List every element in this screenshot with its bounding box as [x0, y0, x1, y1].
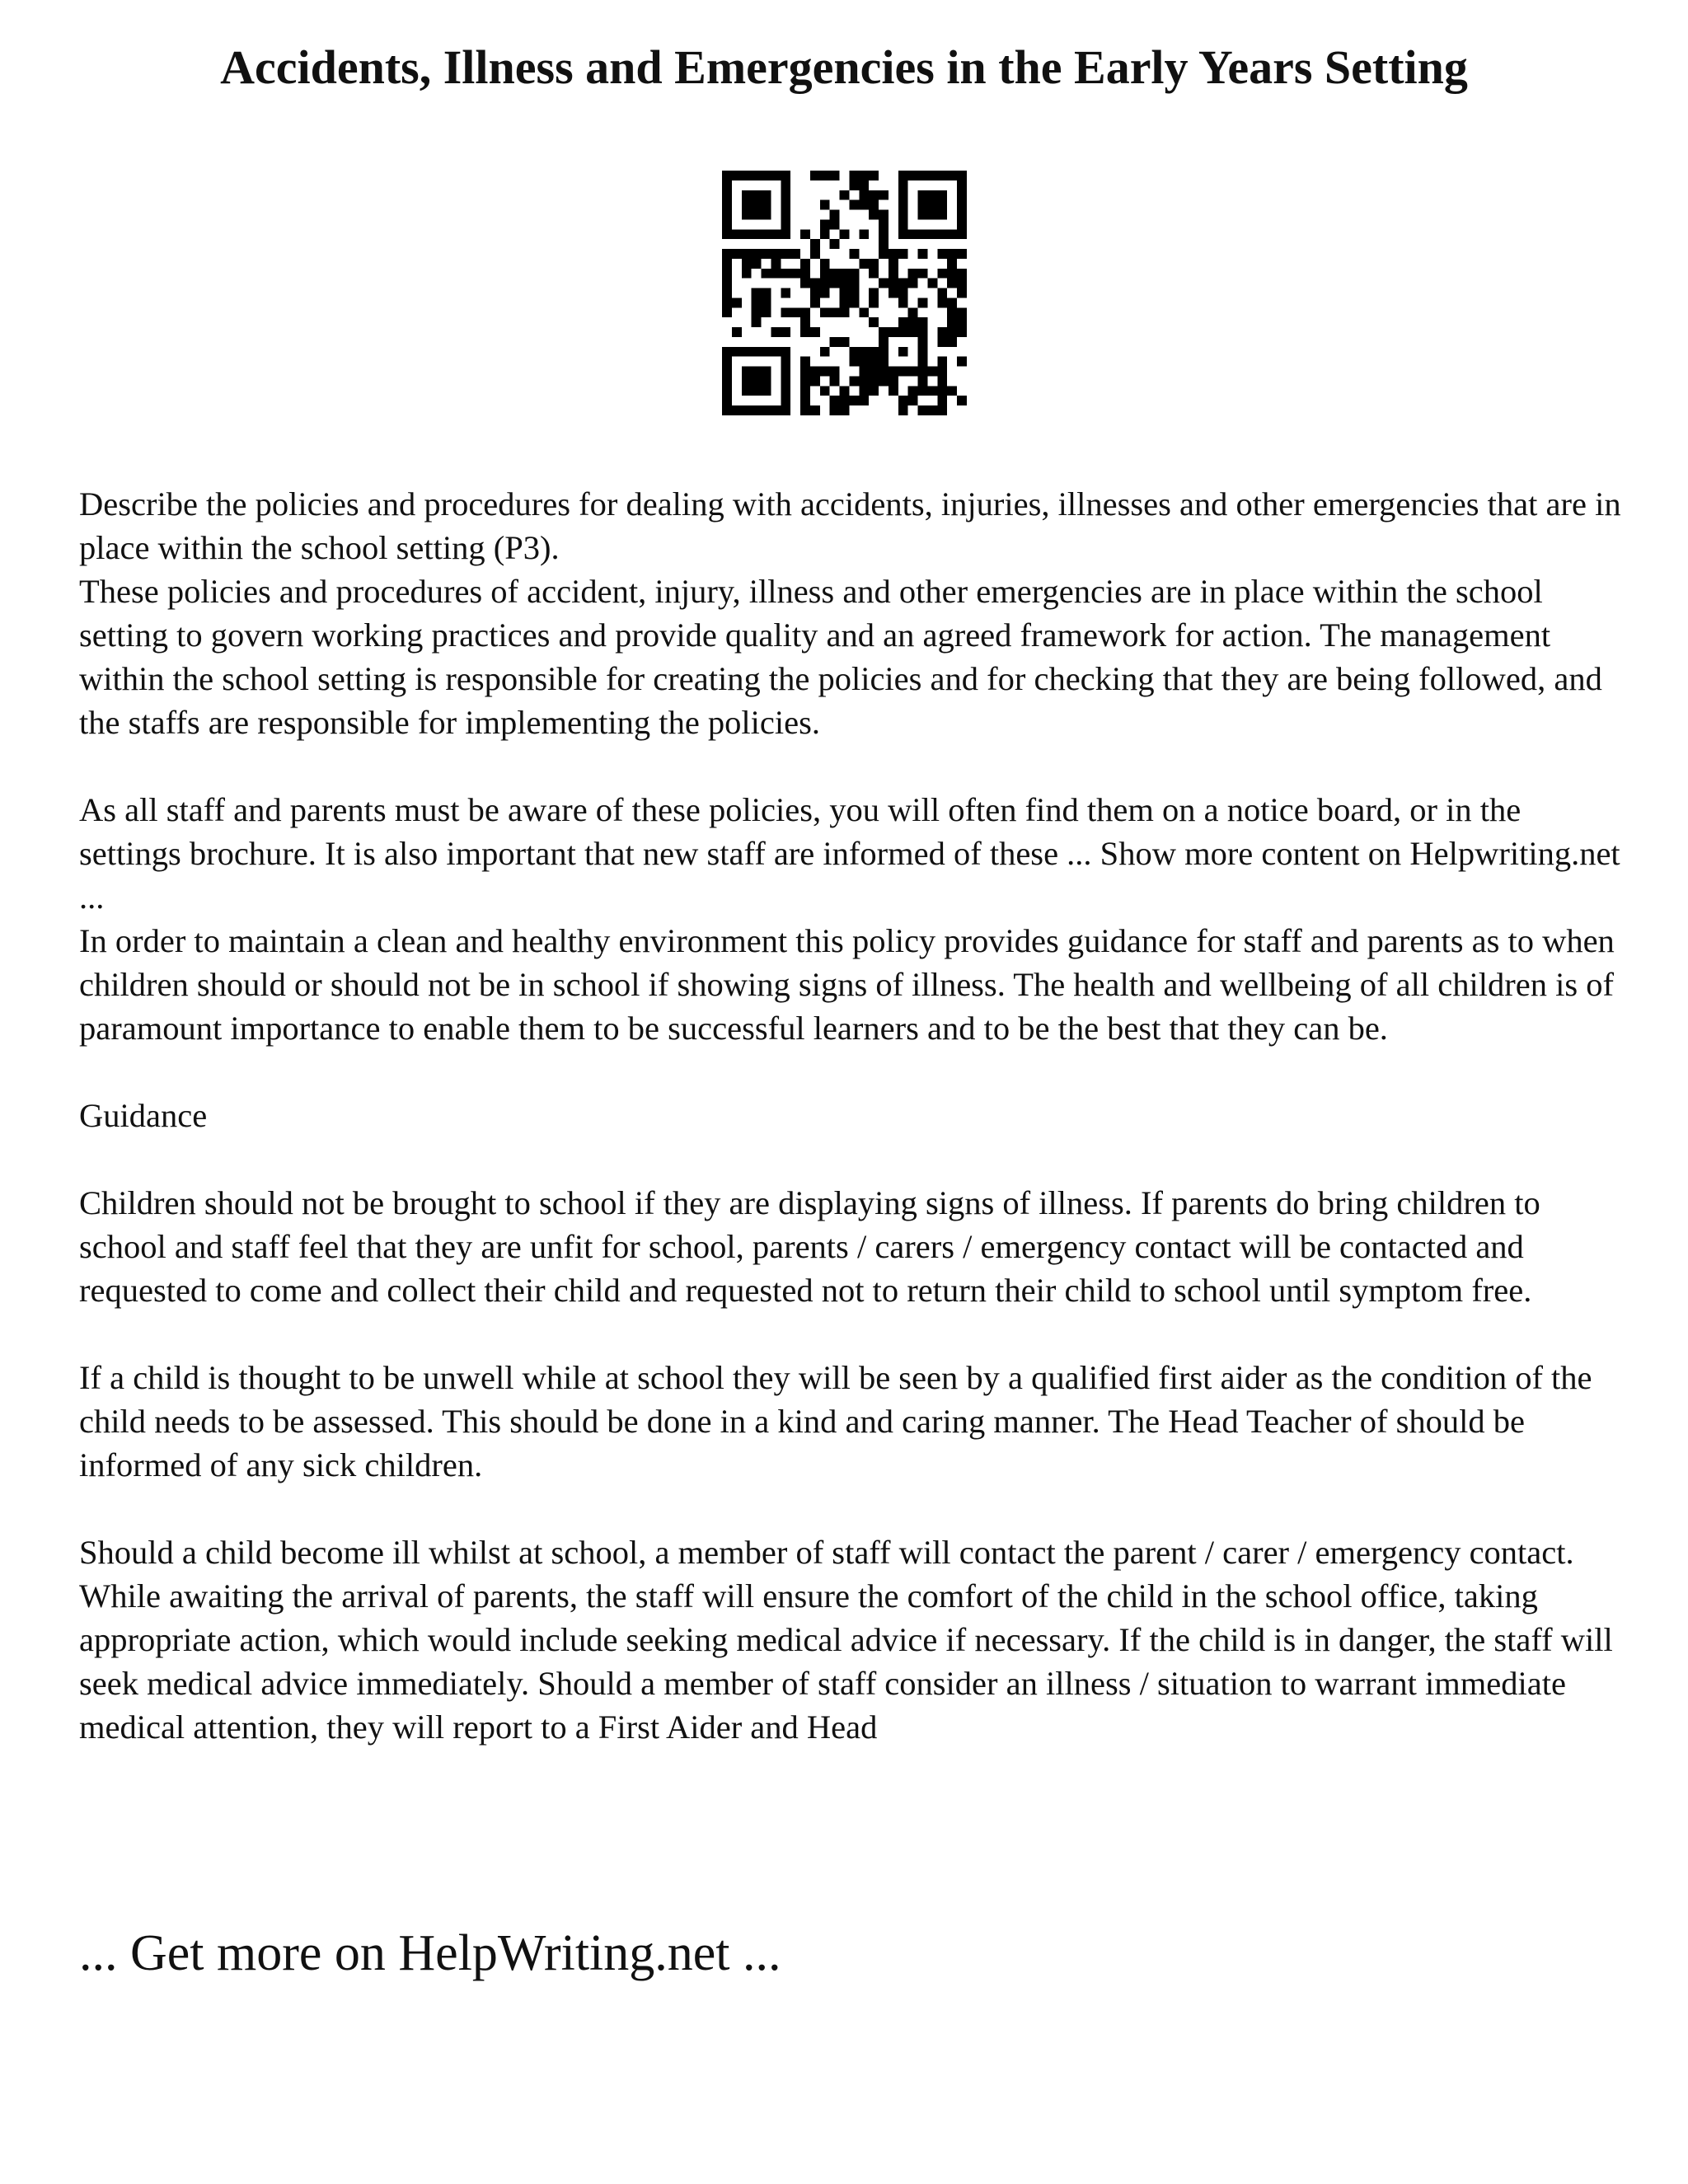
paragraph-awareness: As all staff and parents must be aware of these policies, you will often find them on a notice board, or in the settings brochure. It is also important that new staff are informed of these ... Show more content on Helpwriting.net ... — [79, 791, 1620, 916]
paragraph-policies: These policies and procedures of accident, injury, illness and other emergencies are in place within the school setting to govern working practices and provide quality and an agreed framework for action. The management within the school setting is responsible for creating the policies and for checking that they are being followed, and the staffs are responsible for implementing the policies. — [79, 573, 1602, 741]
paragraph-signs-of-illness: Children should not be brought to school if they are displaying signs of illness. If parents do bring children to school and staff feel that they are unfit for school, parents / carers / emergency contact will be contacted and requested to come and collect their child and requested not to return their child to school until symptom free. — [79, 1184, 1540, 1309]
paragraph-guidance-heading: Guidance — [79, 1097, 208, 1134]
page-title: Accidents, Illness and Emergencies in the Early Years Setting — [220, 40, 1468, 94]
paragraph-ill-whilst-at-school: Should a child become ill whilst at school, a member of staff will contact the parent / carer / emergency contact. While awaiting the arrival of parents, the staff will ensure the comfort of the child in the school office, taking appropriate action, which would include seeking medical advice if necessary. If the child is in danger, the staff will seek medical advice immediately. Should a member of staff consider an illness / situation to warrant immediate medical attention, they will report to a First Aider and Head — [79, 1534, 1613, 1746]
qr-code-icon — [722, 171, 967, 415]
document-body — [79, 482, 1629, 1749]
paragraph-clean-environment: In order to maintain a clean and healthy environment this policy provides guidance for staff and parents as to when children should or should not be in school if showing signs of illness. The health and wellbeing of all children is of paramount importance to enable them to be successful learners and to be the best that they can be. — [79, 922, 1615, 1047]
paragraph-question: Describe the policies and procedures for dealing with accidents, injuries, illnesses and other emergencies that are in place within the school setting (P3). — [79, 485, 1621, 566]
paragraph-unwell-at-school: If a child is thought to be unwell while at school they will be seen by a qualified first aider as the condition of the child needs to be assessed. This should be done in a kind and caring manner. The Head Teacher of should be informed of any sick children. — [79, 1359, 1592, 1483]
get-more-link[interactable]: ... Get more on HelpWriting.net ... — [79, 1925, 781, 1981]
